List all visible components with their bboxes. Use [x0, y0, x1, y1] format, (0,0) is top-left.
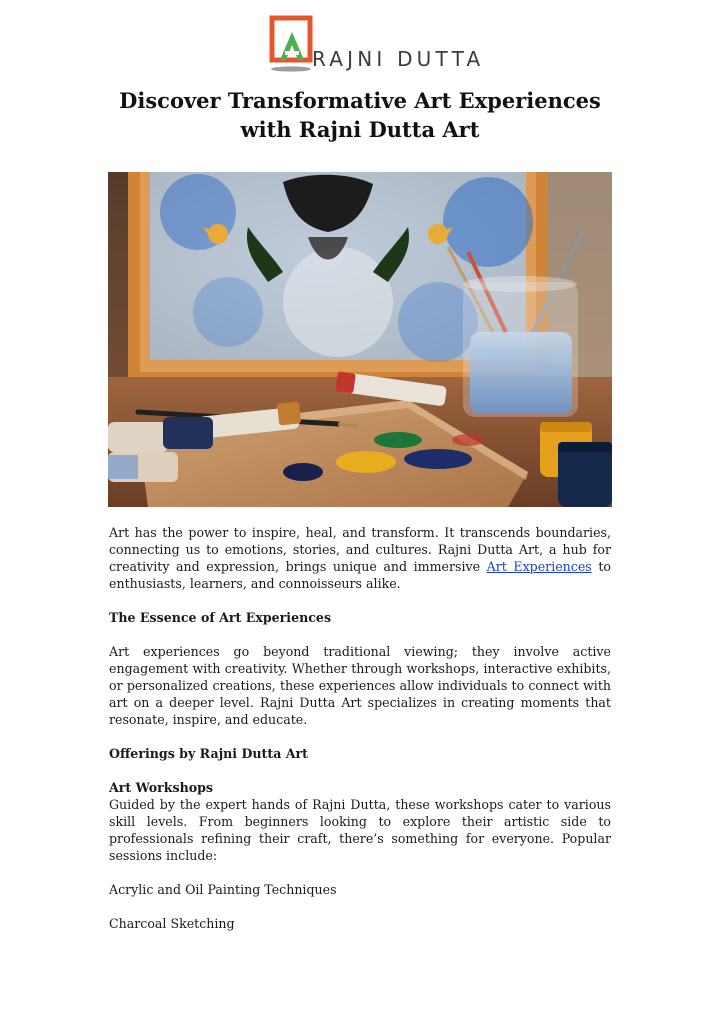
brand-logo[interactable] — [268, 15, 508, 75]
essence-heading: The Essence of Art Experiences — [109, 610, 332, 625]
brand-name: RAJNI DUTTA — [312, 47, 485, 71]
intro-text-end: to enthusiasts, learners, and connoisseurs alike. — [109, 559, 611, 591]
intro-text-start: Art has the power to inspire, heal, and transform. It transcends boundaries, connecting us to emotions, stories, and cultures. Rajni Dutta Art, a hub for creativity and expression, brings unique and immersive — [109, 525, 611, 574]
art-supplies-photo-icon — [108, 172, 612, 507]
session-item: Charcoal Sketching — [109, 916, 235, 931]
essence-paragraph: Art experiences go beyond traditional viewing; they involve active engagement with creativity. Whether through workshops, interactive exhibits, or personalized creations, these experiences allow individuals to connect with art on a deeper level. Rajni Dutta Art specializes in creating moments that resonate, inspire, and educate. — [109, 644, 611, 727]
workshops-paragraph: Guided by the expert hands of Rajni Dutta, these workshops cater to various skill levels. From beginners looking to explore their artistic side to professionals refining their craft, there’s something for everyone. Popular sessions include: — [109, 797, 611, 863]
workshops-heading: Art Workshops — [109, 780, 214, 795]
article-body — [109, 524, 611, 949]
intro-paragraph — [109, 524, 611, 592]
title-line-2: with Rajni Dutta Art — [240, 117, 480, 142]
session-item: Acrylic and Oil Painting Techniques — [109, 882, 337, 897]
page-title — [60, 86, 660, 144]
logo-mark-icon — [268, 15, 318, 75]
art-experiences-link[interactable]: Art Experiences — [486, 559, 592, 574]
offerings-heading: Offerings by Rajni Dutta Art — [109, 746, 308, 761]
title-line-1: Discover Transformative Art Experiences — [119, 88, 601, 113]
hero-image — [108, 172, 612, 507]
